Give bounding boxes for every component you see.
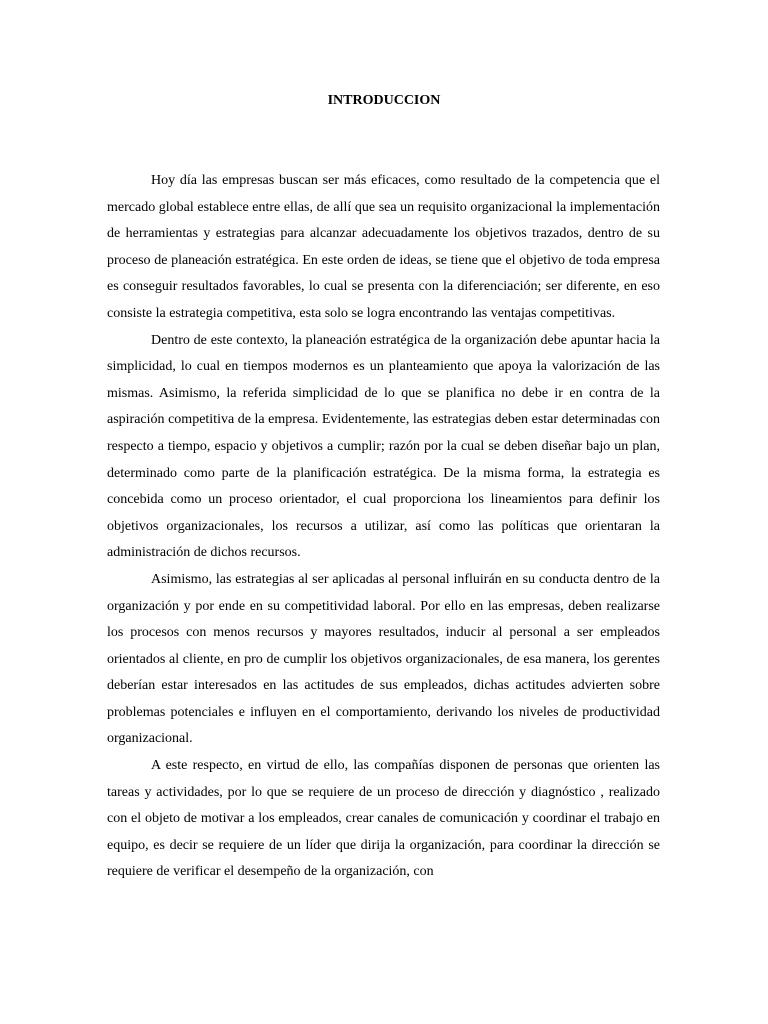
document-title: INTRODUCCION (327, 93, 441, 108)
paragraph-1: Hoy día las empresas buscan ser más eficaces, como resultado de la competencia que el mercado global establece entre ellas, de allí que sea un requisito organizacional la implementación de herramientas y estrategias para alcanzar adecuadamente los objetivos trazados, dentro de su proceso de planeación estratégica. En este orden de ideas, se tiene que el objetivo de toda empresa es conseguir resultados favorables, lo cual se presenta con la diferenciación; ser diferente, en eso consiste la estrategia competitiva, esta solo se logra encontrando las ventajas competitivas. (107, 173, 660, 321)
paragraph-2: Dentro de este contexto, la planeación estratégica de la organización debe apuntar hacia la simplicidad, lo cual en tiempos modernos es un planteamiento que apoya la valorización de las mismas. Asimismo, la referida simplicidad de lo que se planifica no debe ir en contra de la aspiración competitiva de la empresa. Evidentemente, las estrategias deben estar determinadas con respecto a tiempo, espacio y objetivos a cumplir; razón por la cual se deben diseñar bajo un plan, determinado como parte de la planificación estratégica. De la misma forma, la estrategia es concebida como un proceso orientador, el cual proporciona los lineamientos para definir los objetivos organizacionales, los recursos a utilizar, así como las políticas que orientaran la administración de dichos recursos. (107, 332, 660, 561)
document-body (107, 168, 660, 886)
paragraph-4: A este respecto, en virtud de ello, las compañías disponen de personas que orienten las tareas y actividades, por lo que se requiere de un proceso de dirección y diagnóstico , realizado con el objeto de motivar a los empleados, crear canales de comunicación y coordinar el trabajo en equipo, es decir se requiere de un líder que dirija la organización, para coordinar la dirección se requiere de verificar el desempeño de la organización, con (107, 758, 660, 880)
paragraph-3: Asimismo, las estrategias al ser aplicadas al personal influirán en su conducta dentro de la organización y por ende en su competitividad laboral. Por ello en las empresas, deben realizarse los procesos con menos recursos y mayores resultados, inducir al personal a ser empleados orientados al cliente, en pro de cumplir los objetivos organizacionales, de esa manera, los gerentes deberían estar interesados en las actitudes de sus empleados, dichas actitudes advierten sobre problemas potenciales e influyen en el comportamiento, derivando los niveles de productividad organizacional. (107, 571, 660, 747)
